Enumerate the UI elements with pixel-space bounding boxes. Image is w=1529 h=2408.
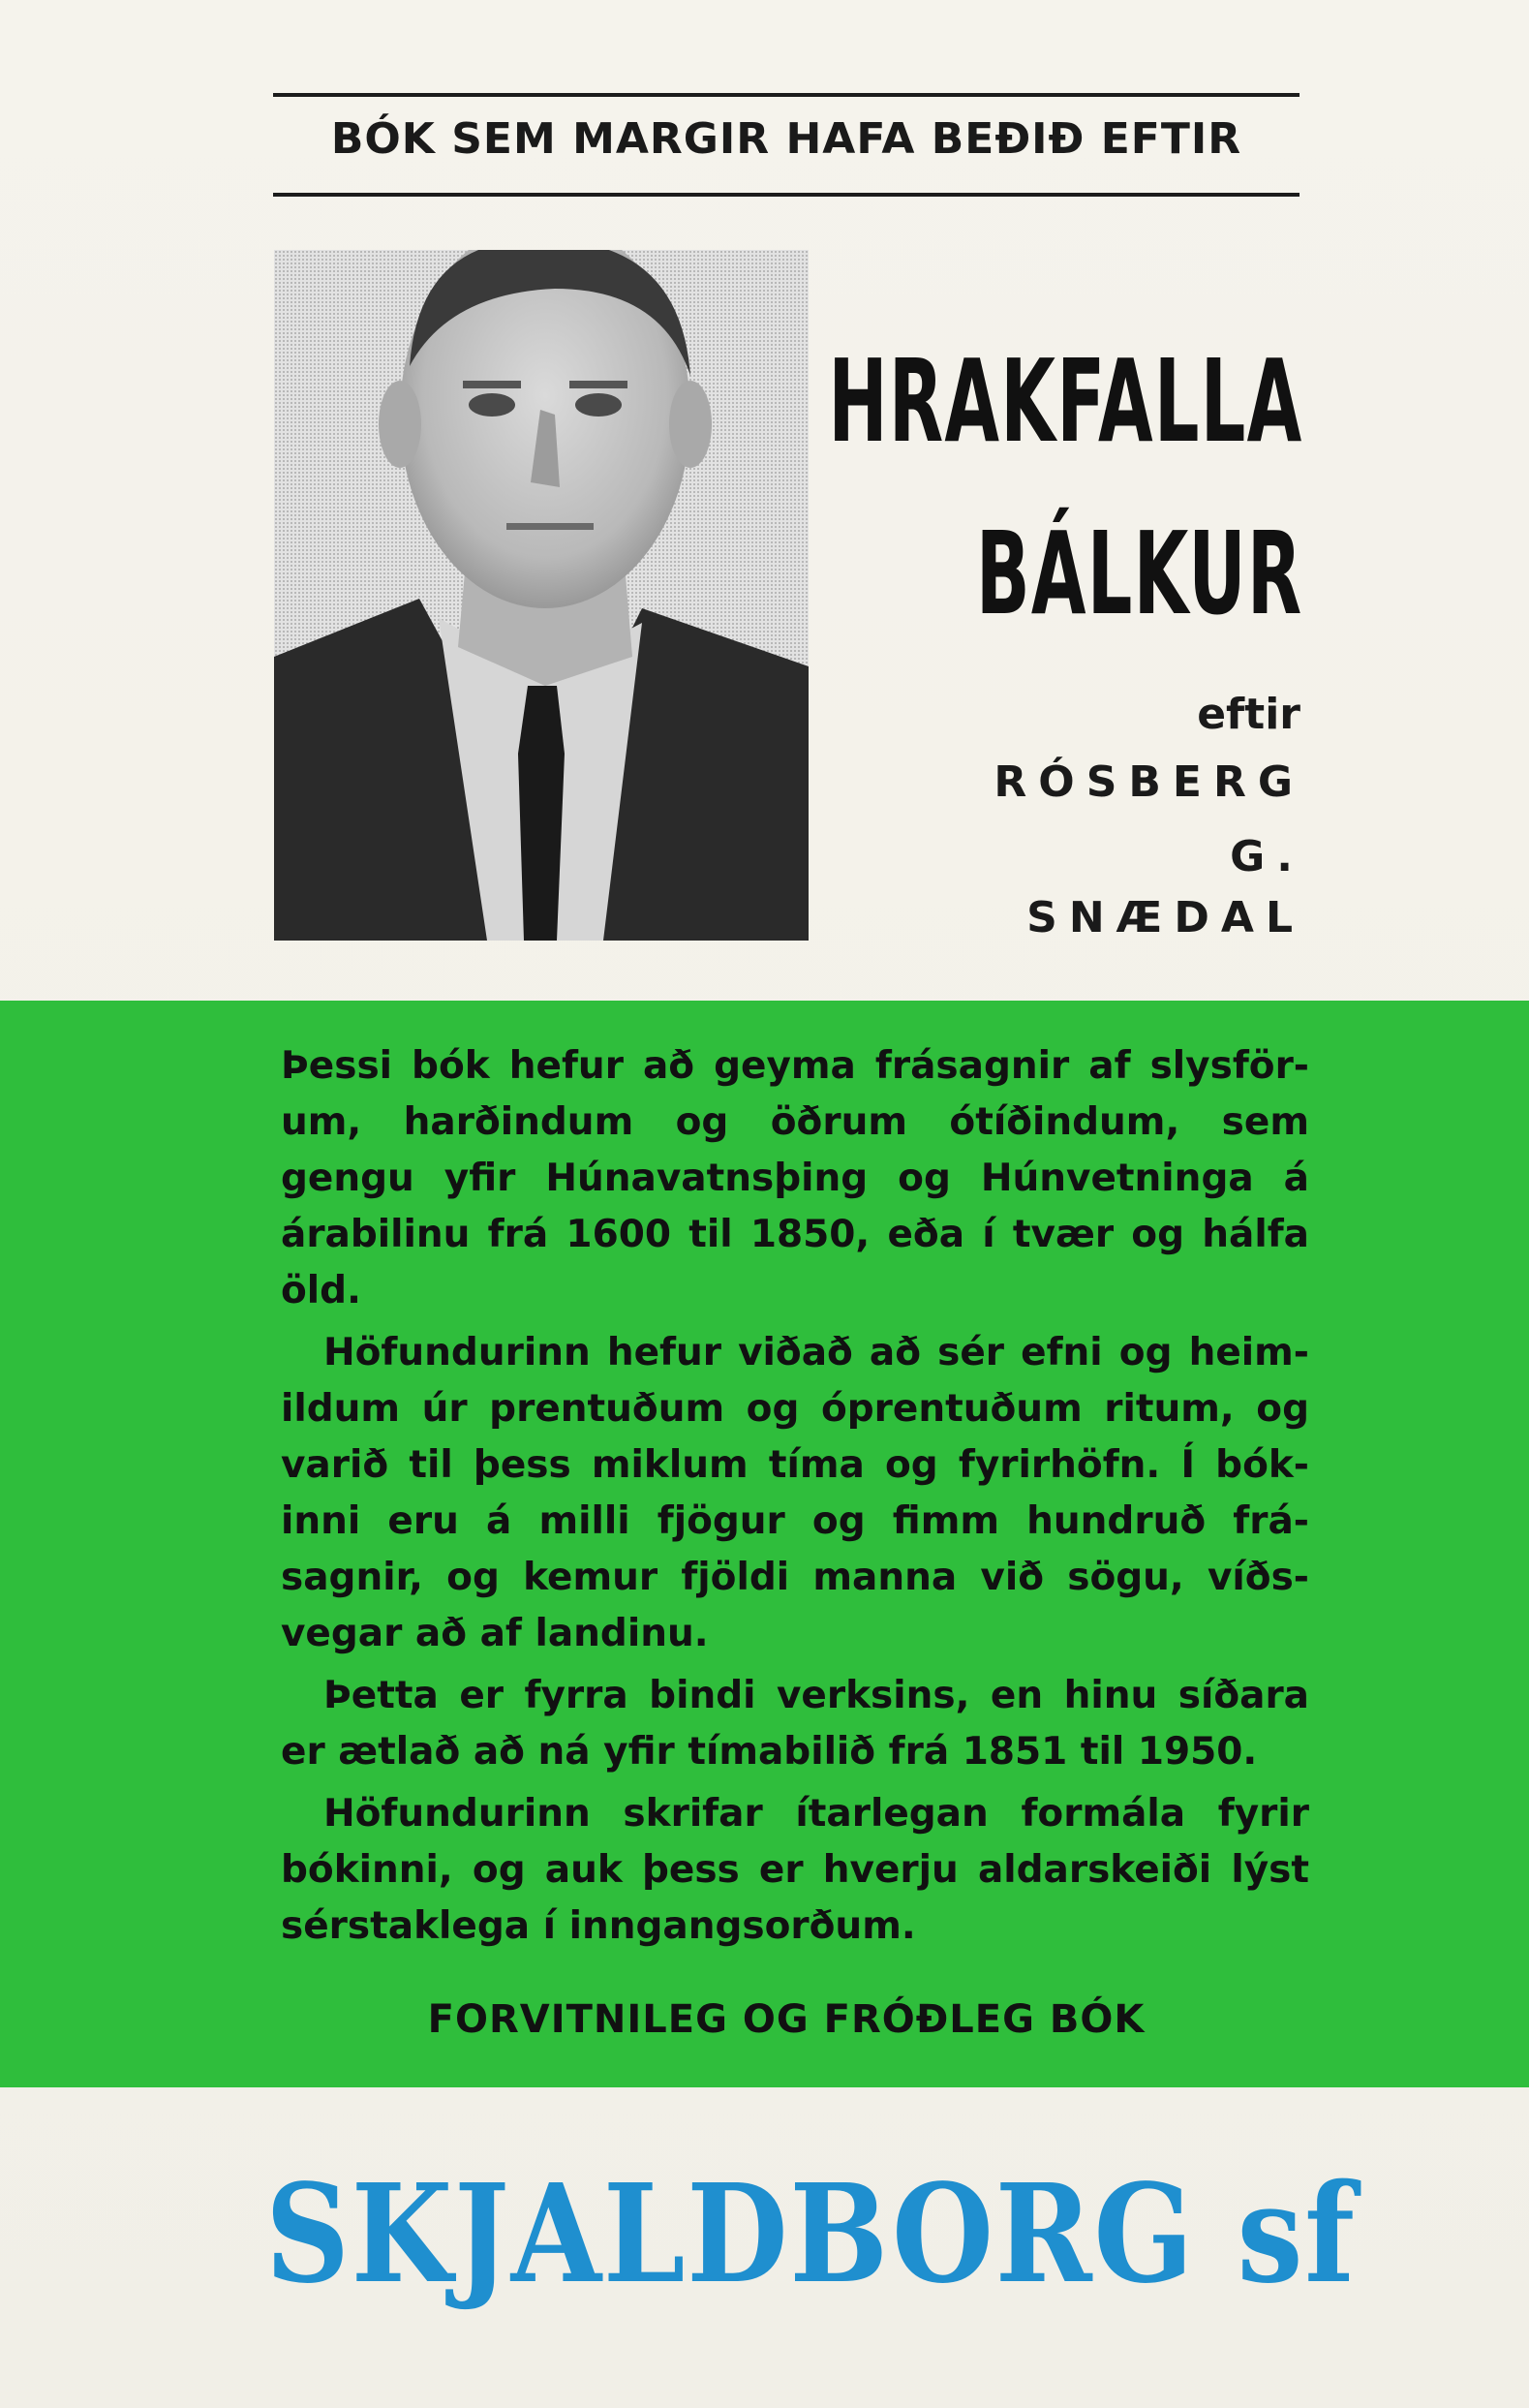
- book-description: [281, 1038, 1309, 1960]
- header-tagline: BÓK SEM MARGIR HAFA BEÐIÐ EFTIR: [330, 114, 1242, 164]
- author-portrait: [274, 250, 809, 941]
- description-paragraph-4: Höfundurinn skrifar ítarlegan formála fyrir bókinni, og auk þess er hverju aldarskeiði lýst sérstaklega í inngangsorðum.: [281, 1792, 1309, 1948]
- publisher-logo: SKJALDBORG sf: [265, 2155, 1357, 2314]
- author-line-3: SNÆDAL: [1026, 893, 1304, 942]
- author-line-2: G.: [1230, 832, 1304, 881]
- description-paragraph-3: Þetta er fyrra bindi verksins, en hinu síðara er ætlað að ná yfir tímabilið frá 1851 til 1950.: [281, 1674, 1309, 1774]
- bottom-rule: [273, 193, 1300, 197]
- description-paragraph-2: Höfundurinn hefur viðað að sér efni og heim-ildum úr prentuðum og óprentuðum ritum, og varið til þess miklum tíma og fyrirhöfn. Í bók-inni eru á milli fjögur og fimm hundruð frá-sagnir, og kemur fjöldi manna við sögu, víðs-vegar að af landinu.: [281, 1331, 1309, 1655]
- closing-tagline: FORVITNILEG OG FRÓÐLEG BÓK: [427, 1997, 1146, 2042]
- byline-eftir: eftir: [1197, 690, 1300, 739]
- book-title-line-2: BÁLKUR: [975, 507, 1302, 640]
- author-line-1: RÓSBERG: [994, 757, 1304, 807]
- top-rule: [273, 93, 1300, 97]
- book-title-line-1: HRAKFALLA: [827, 334, 1302, 468]
- description-paragraph-1: Þessi bók hefur að geyma frásagnir af slysför-um, harðindum og öðrum ótíðindum, sem gengu yfir Húnavatnsþing og Húnvetninga á árabilinu frá 1600 til 1850, eða í tvær og hálfa öld.: [281, 1044, 1309, 1312]
